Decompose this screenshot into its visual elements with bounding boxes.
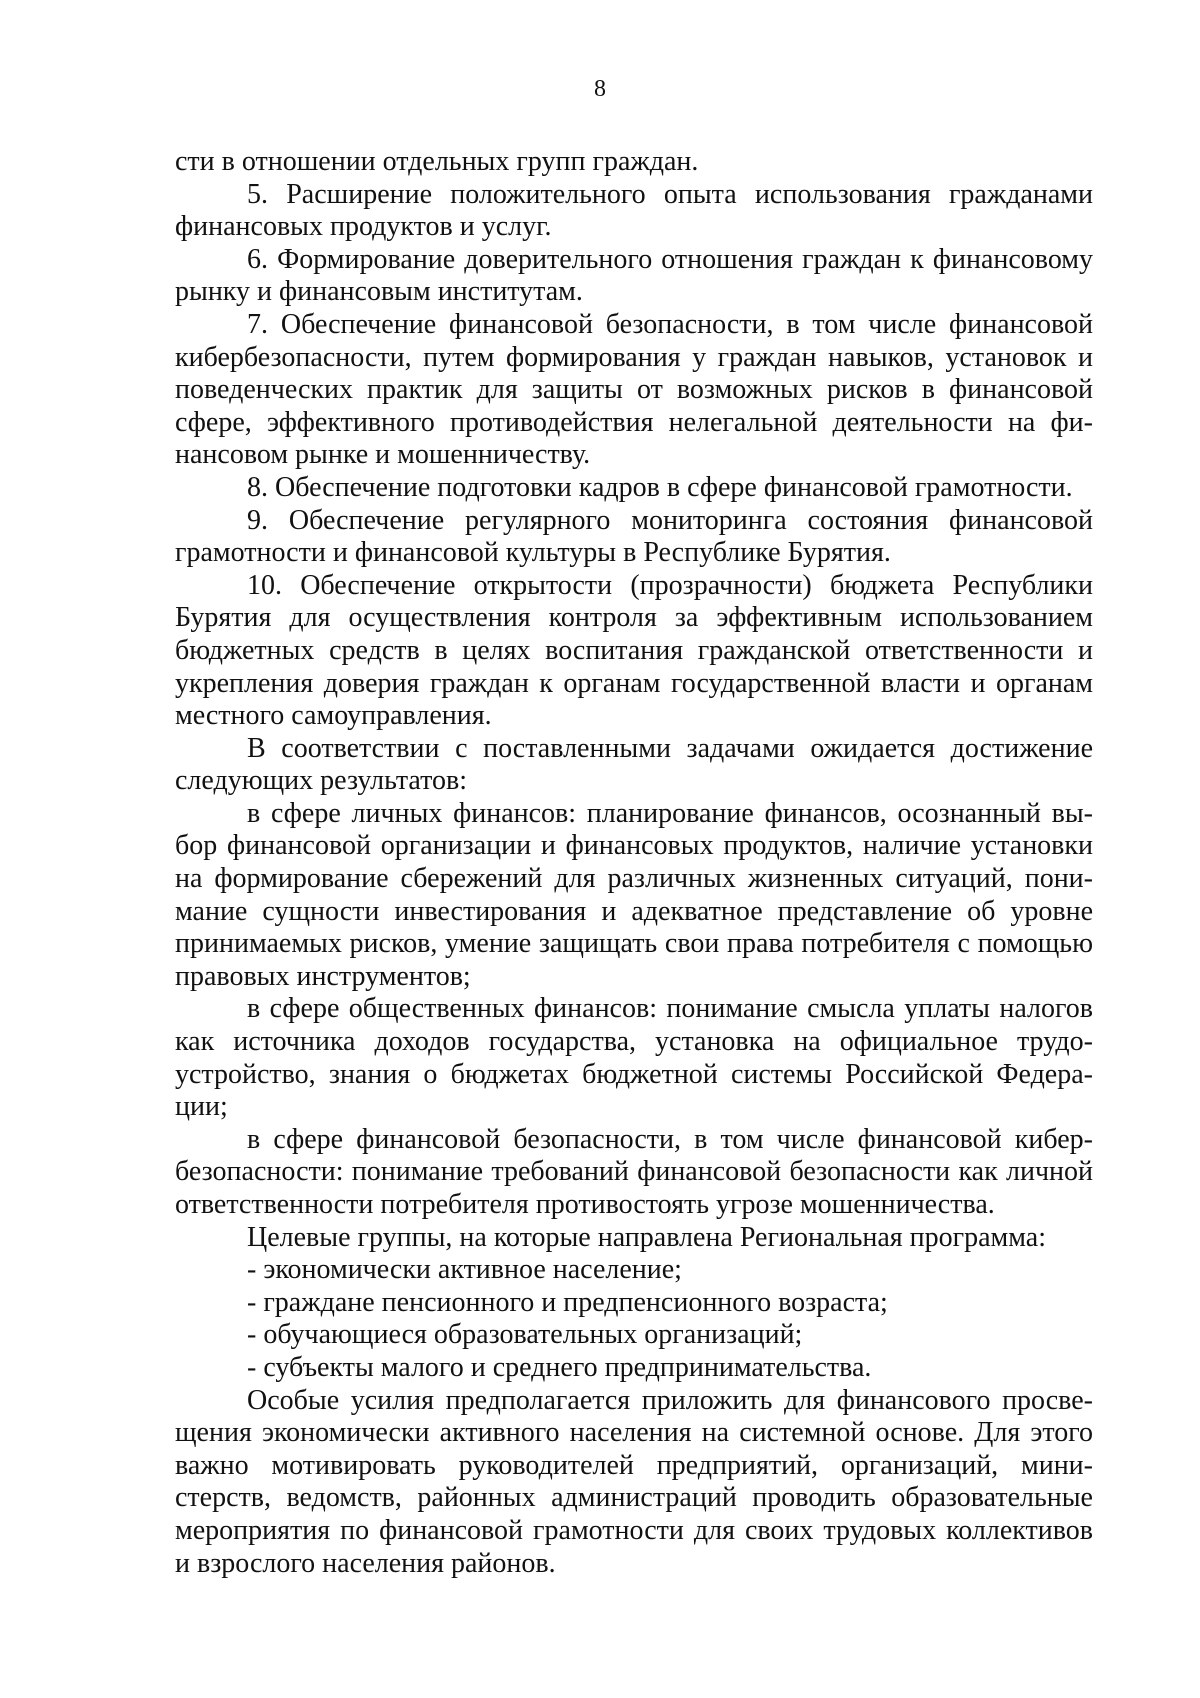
paragraph-task-10: 10. Обеспечение открытости (прозрачности) бюджета Республики Бурятия для осуществления контроля за эффективным использованием бюджетных средств в целях воспитания гражданской ответственности и укрепления доверия граждан к органам государственной власти и органам местного самоуправления. [175, 569, 1093, 732]
paragraph-task-6: 6. Формирование доверительного отношения граждан к финансовому рынку и финансовым институтам. [175, 243, 1093, 308]
list-item-pensioners: - граждане пенсионного и предпенсионного возраста; [247, 1286, 888, 1318]
paragraph-expected-results: В соответствии с поставленными задачами ожидается достижение следующих результатов: [175, 732, 1093, 797]
paragraph-special-efforts: Особые усилия предполагается приложить для финансового просвещения экономически активного населения на системной основе. Для этого важно мотивировать руководителей предприятий, организаций, министерств, ведомств, районных администраций проводить образовательные мероприятия по финансовой грамотности для своих трудовых коллективов и взрослого населения районов. [175, 1384, 1093, 1579]
paragraph-target-groups: Целевые группы, на которые направлена Региональная программа: [247, 1221, 1046, 1253]
list-item-economically-active: - экономически активное население; [247, 1254, 682, 1286]
list-item-small-business: - субъекты малого и среднего предпринимательства. [247, 1351, 872, 1383]
paragraph-personal-finance: в сфере личных финансов: планирование финансов, осознанный выбор финансовой организации и финансовых продуктов, наличие установки на формирование сбережений для различных жизненных ситуаций, понимание сущности инвестирования и адекватное представление об уровне принимаемых рисков, умение защищать свои права потребителя с помощью правовых инструментов; [175, 797, 1093, 992]
paragraph-task-8: 8. Обеспечение подготовки кадров в сфере финансовой грамотности. [247, 471, 1073, 503]
paragraph-task-5: 5. Расширение положительного опыта использования гражданами финансовых продуктов и услуг. [175, 178, 1093, 243]
paragraph-continuation: сти в отношении отдельных групп граждан. [175, 146, 699, 177]
document-body [175, 146, 1093, 1580]
list-item-students: - обучающиеся образовательных организаций; [247, 1319, 803, 1351]
page-number: 8 [594, 76, 606, 102]
paragraph-task-7: 7. Обеспечение финансовой безопасности, в том числе финансовой кибербезопасности, путем формирования у граждан навыков, установок и поведенческих практик для защиты от возможных рисков в финансовой сфере, эффективного противодействия нелегальной деятельности на финансовом рынке и мошенничеству. [175, 308, 1093, 471]
paragraph-financial-security: в сфере финансовой безопасности, в том числе финансовой кибербезопасности: понимание требований финансовой безопасности как личной ответственности потребителя противостоять угрозе мошенничества. [175, 1123, 1093, 1220]
paragraph-task-9: 9. Обеспечение регулярного мониторинга состояния финансовой грамотности и финансовой культуры в Республике Бурятия. [175, 504, 1093, 569]
paragraph-public-finance: в сфере общественных финансов: понимание смысла уплаты налогов как источника доходов государства, установка на официальное трудоустройство, знания о бюджетах бюджетной системы Российской Федерации; [175, 993, 1093, 1123]
